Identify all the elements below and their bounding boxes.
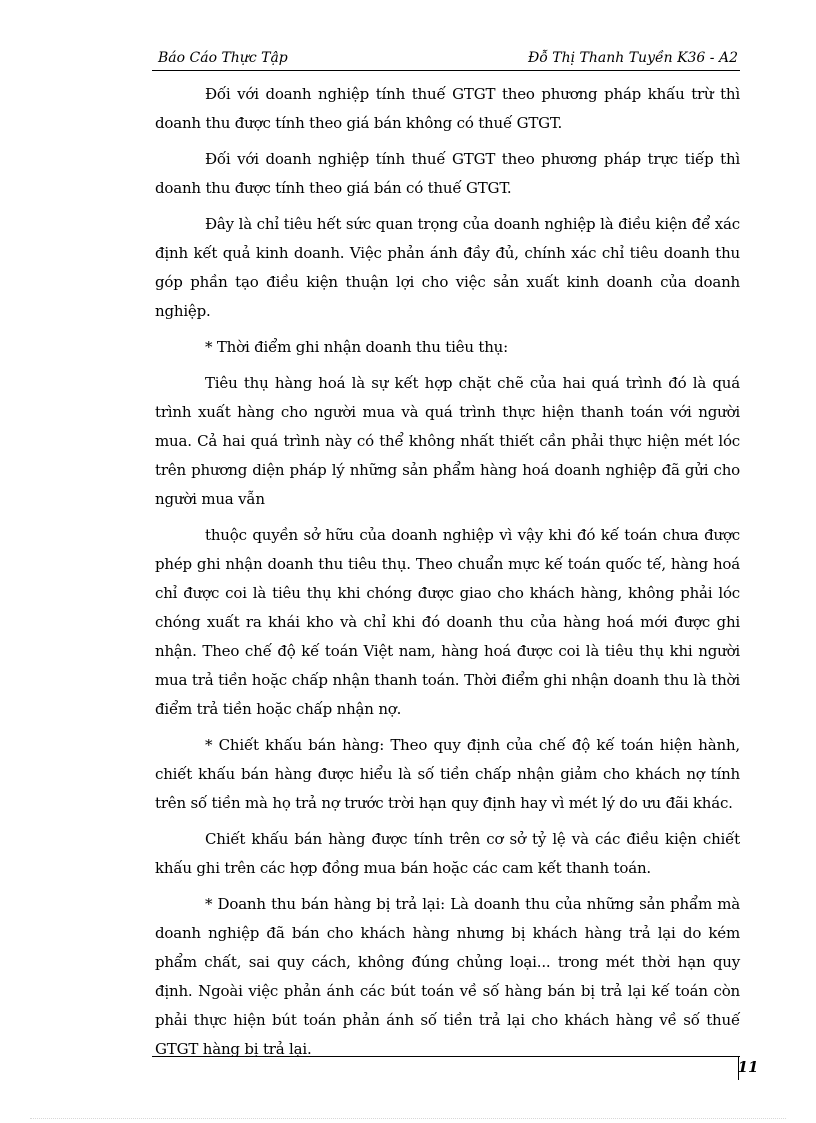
header-report-title: Báo Cáo Thực Tập bbox=[158, 50, 288, 66]
paragraph-8: Chiết khấu bán hàng được tính trên cơ sở tỷ lệ và các điều kiện chiết khấu ghi trên các hợp đồng mua bán hoặc các cam kết thanh toán. bbox=[155, 830, 740, 877]
paragraph-5: Tiêu thụ hàng hoá là sự kết hợp chặt chẽ của hai quá trình đó là quá trình xuất hàng cho người mua và quá trình thực hiện thanh toán với người mua. Cả hai quá trình này có thể không nhất thiết cần phải thực hiện mét lóc trên phương diện pháp lý những sản phẩm hàng hoá doanh nghiệp đã gửi cho người mua vẫn bbox=[155, 374, 740, 508]
paragraph-9: * Doanh thu bán hàng bị trả lại: Là doanh thu của những sản phẩm mà doanh nghiệp đã bán cho khách hàng nhưng bị khách hàng trả lại do kém phẩm chất, sai quy cách, không đúng chủng loại... trong mét thời hạn quy định. Ngoài việc phản ánh các bút toán về số hàng bán bị trả lại kế toán còn phải thực hiện bút toán phản ánh số tiền trả lại cho khách hàng về số thuế GTGT hàng bị trả lại. bbox=[155, 895, 740, 1058]
paragraph-3: Đây là chỉ tiêu hết sức quan trọng của doanh nghiệp là điều kiện để xác định kết quả kinh doanh. Việc phản ánh đầy đủ, chính xác chỉ tiêu doanh thu góp phần tạo điều kiện thuận lợi cho việc sản xuất kinh doanh của doanh nghiệp. bbox=[155, 215, 740, 320]
page-header bbox=[152, 49, 740, 69]
header-rule bbox=[152, 70, 740, 71]
page-number: 11 bbox=[737, 1058, 759, 1076]
paragraph-1: Đối với doanh nghiệp tính thuế GTGT theo phương pháp khấu trừ thì doanh thu được tính theo giá bán không có thuế GTGT. bbox=[155, 85, 740, 132]
page-body bbox=[155, 80, 740, 1071]
paragraph-4: * Thời điểm ghi nhận doanh thu tiêu thụ: bbox=[205, 338, 508, 356]
paragraph-7: * Chiết khấu bán hàng: Theo quy định của chế độ kế toán hiện hành, chiết khấu bán hàng được hiểu là số tiền chấp nhận giảm cho khách nợ tính trên số tiền mà họ trả nợ trước trời hạn quy định hay vì mét lý do ưu đãi khác. bbox=[155, 736, 740, 812]
footer-rule bbox=[152, 1056, 740, 1057]
paragraph-6: thuộc quyền sở hữu của doanh nghiệp vì vậy khi đó kế toán chưa được phép ghi nhận doanh thu tiêu thụ. Theo chuẩn mực kế toán quốc tế, hàng hoá chỉ được coi là tiêu thụ khi chóng được giao cho khách hàng, không phải lóc chóng xuất ra khái kho và chỉ khi đó doanh thu của hàng hoá mới được ghi nhận. Theo chế độ kế toán Việt nam, hàng hoá được coi là tiêu thụ khi người mua trả tiền hoặc chấp nhận thanh toán. Thời điểm ghi nhận doanh thu là thời điểm trả tiền hoặc chấp nhận nợ. bbox=[155, 526, 740, 718]
page-bottom-dotted-border bbox=[30, 1118, 786, 1119]
paragraph-2: Đối với doanh nghiệp tính thuế GTGT theo phương pháp trực tiếp thì doanh thu được tính theo giá bán có thuế GTGT. bbox=[155, 150, 740, 197]
header-author: Đỗ Thị Thanh Tuyền K36 - A2 bbox=[527, 50, 738, 66]
